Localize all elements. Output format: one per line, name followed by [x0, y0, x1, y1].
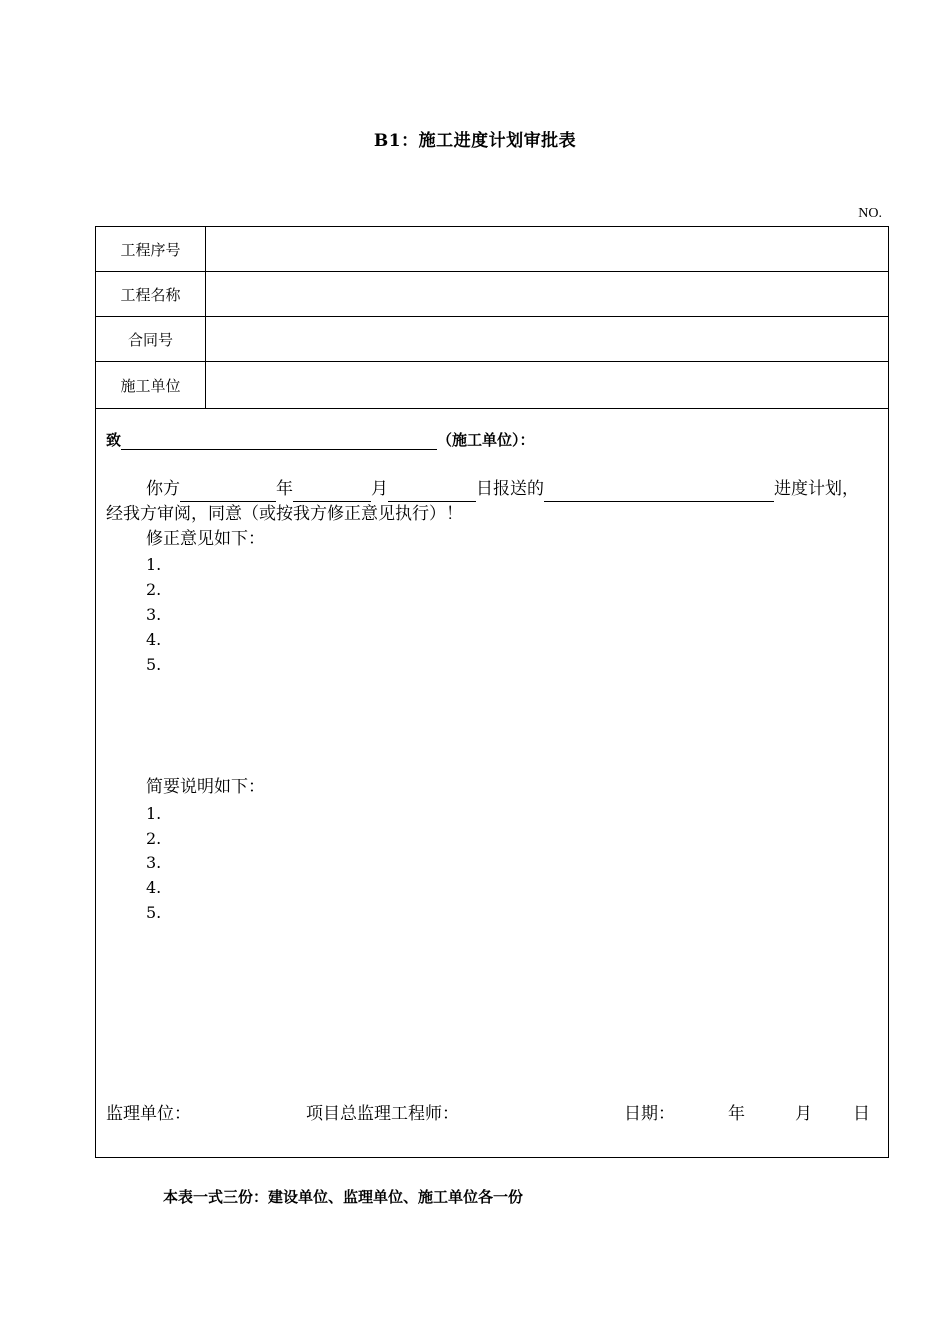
to-prefix: 致	[106, 431, 122, 449]
day-blank[interactable]	[388, 485, 476, 502]
approval-form	[95, 226, 889, 1158]
list-item: 2.	[146, 829, 162, 848]
list-item: 4.	[146, 630, 162, 649]
addressee-blank[interactable]	[121, 433, 437, 450]
row-contract-number	[96, 317, 888, 362]
list-item: 1.	[146, 804, 162, 823]
list-item: 4.	[146, 878, 162, 897]
list-item: 1.	[146, 555, 162, 574]
approval-sentence: 你方 年 月 日报送的 进度计划，	[106, 477, 859, 502]
project-name-field[interactable]	[207, 272, 888, 316]
row-project-name	[96, 272, 888, 317]
row-label: 工程名称	[96, 272, 206, 316]
year-blank[interactable]	[180, 485, 276, 502]
explanation-heading: 简要说明如下：	[146, 777, 265, 797]
plan-blank[interactable]	[544, 485, 774, 502]
contractor-field[interactable]	[207, 362, 888, 408]
revision-heading: 修正意见如下：	[146, 529, 265, 549]
chief-engineer-label: 项目总监理工程师：	[306, 1104, 459, 1124]
date-day-label: 日	[853, 1104, 870, 1124]
contract-number-field[interactable]	[207, 317, 888, 361]
list-item: 2.	[146, 580, 162, 599]
list-item: 5.	[146, 903, 162, 922]
row-label: 工程序号	[96, 227, 206, 271]
date-month-label: 月	[795, 1104, 812, 1124]
addressee-line	[106, 429, 535, 450]
date-label: 日期：	[624, 1104, 675, 1124]
approval-sentence-line2: 经我方审阅，同意（或按我方修正意见执行）！	[106, 504, 463, 524]
row-label: 合同号	[96, 317, 206, 361]
form-number-label: NO.	[858, 206, 882, 221]
row-label: 施工单位	[96, 362, 206, 408]
list-item: 3.	[146, 853, 162, 872]
date-year-label: 年	[728, 1104, 745, 1124]
footer-note: 本表一式三份：建设单位、监理单位、施工单位各一份	[163, 1188, 524, 1206]
row-project-number	[96, 227, 888, 272]
month-blank[interactable]	[293, 485, 371, 502]
row-contractor	[96, 362, 888, 409]
supervisor-unit-label: 监理单位：	[106, 1104, 191, 1124]
list-item: 3.	[146, 605, 162, 624]
page-title: B1：施工进度计划审批表	[373, 131, 577, 151]
list-item: 5.	[146, 655, 162, 674]
to-suffix: （施工单位）：	[437, 431, 535, 449]
project-number-field[interactable]	[207, 227, 888, 271]
